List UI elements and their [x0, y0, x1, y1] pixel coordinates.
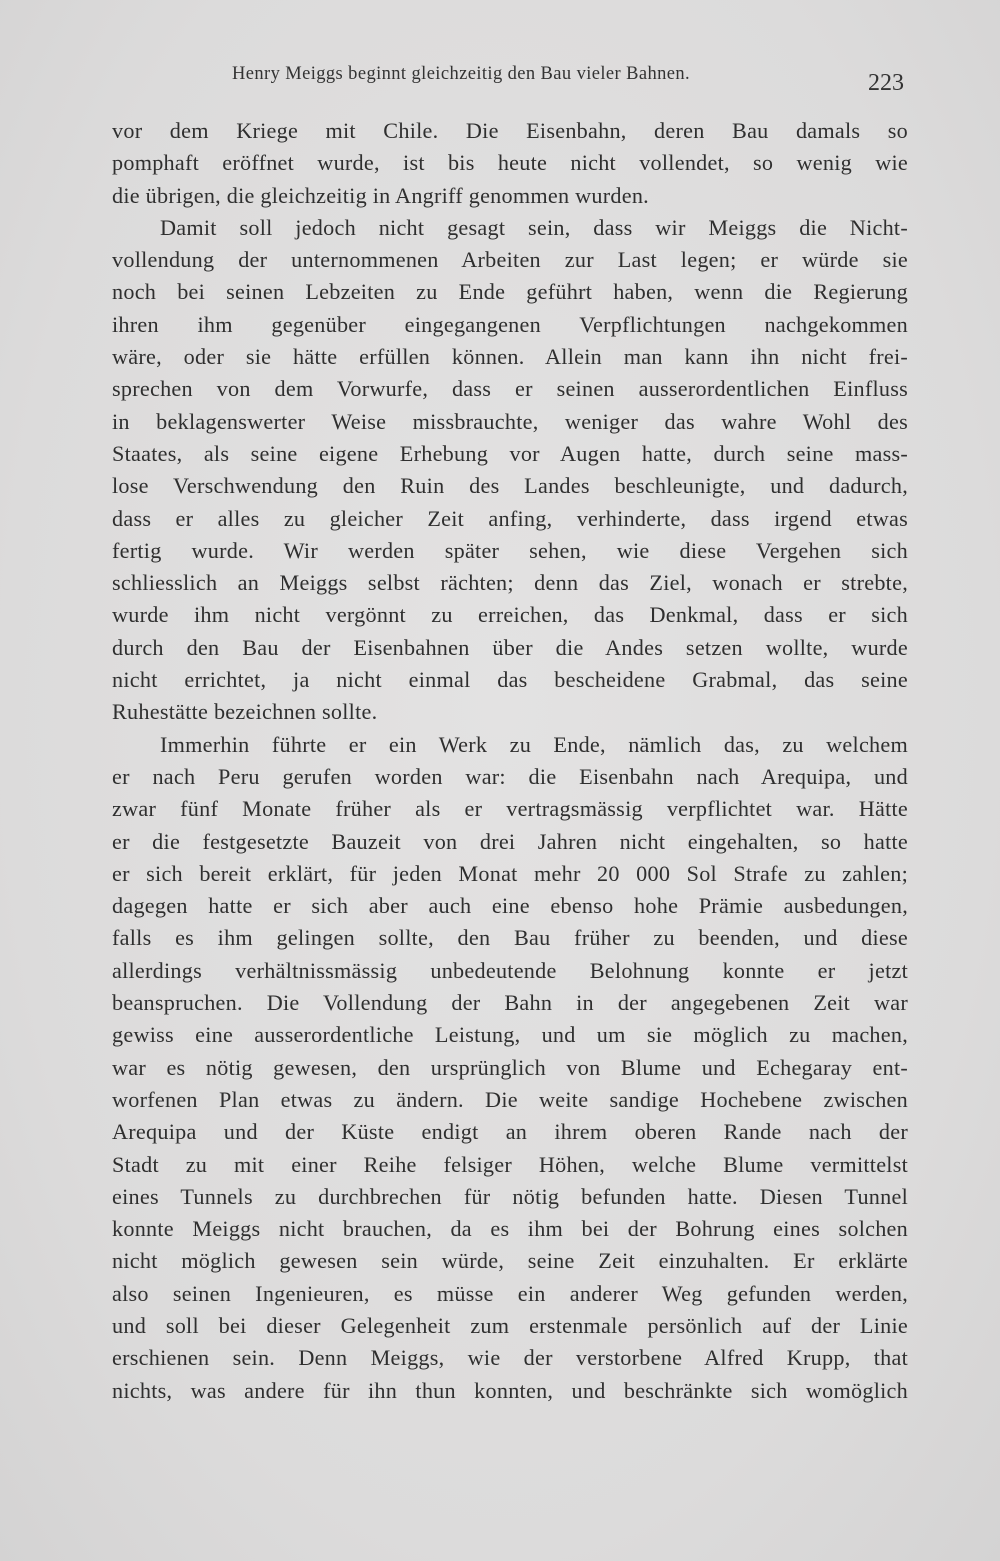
text-line: nicht errichtet, ja nicht einmal das bescheidene Grabmal, das seine: [112, 667, 908, 693]
text-line: schliesslich an Meiggs selbst rächten; denn das Ziel, wonach er strebte,: [112, 570, 908, 596]
text-line: eines Tunnels zu durchbrechen für nötig befunden hatte. Diesen Tunnel: [112, 1183, 908, 1209]
text-line: worfenen Plan etwas zu ändern. Die weite sandige Hochebene zwischen: [112, 1086, 908, 1112]
text-line: allerdings verhältnissmässig unbedeutende Belohnung konnte er jetzt: [112, 957, 908, 983]
text-line: falls es ihm gelingen sollte, den Bau früher zu beenden, und diese: [112, 925, 908, 951]
text-line: ihren ihm gegenüber eingegangenen Verpflichtungen nachgekommen: [112, 311, 908, 337]
text-line: Immerhin führte er ein Werk zu Ende, nämlich das, zu welchem: [160, 731, 908, 757]
text-line: erschienen sein. Denn Meiggs, wie der verstorbene Alfred Krupp, that: [112, 1345, 908, 1371]
text-line: er die festgesetzte Bauzeit von drei Jahren nicht eingehalten, so hatte: [112, 828, 908, 854]
text-line: sprechen von dem Vorwurfe, dass er seinen ausserordentlichen Einfluss: [112, 376, 908, 402]
text-line: er sich bereit erklärt, für jeden Monat mehr 20 000 Sol Strafe zu zahlen;: [112, 860, 908, 886]
text-line: in beklagenswerter Weise missbrauchte, weniger das wahre Wohl des: [112, 408, 908, 434]
text-line: nichts, was andere für ihn thun konnten, und beschränkte sich womöglich: [112, 1377, 908, 1403]
text-line: Damit soll jedoch nicht gesagt sein, dass wir Meiggs die Nicht-: [160, 214, 908, 240]
text-line: Ruhestätte bezeichnen sollte.: [112, 699, 378, 725]
text-line: noch bei seinen Lebzeiten zu Ende geführt haben, wenn die Regierung: [112, 279, 908, 305]
body-text: [112, 115, 908, 1407]
text-line: vollendung der unternommenen Arbeiten zur Last legen; er würde sie: [112, 247, 908, 273]
text-line: er nach Peru gerufen worden war: die Eisenbahn nach Arequipa, und: [112, 763, 908, 789]
page-number: 223: [868, 70, 904, 96]
text-line: zwar fünf Monate früher als er vertragsmässig verpflichtet war. Hätte: [112, 796, 908, 822]
text-line: nicht möglich gewesen sein würde, seine Zeit einzuhalten. Er erklärte: [112, 1248, 908, 1274]
text-line: Staates, als seine eigene Erhebung vor Augen hatte, durch seine mass-: [112, 440, 908, 466]
text-line: dass er alles zu gleicher Zeit anfing, verhinderte, dass irgend etwas: [112, 505, 908, 531]
text-line: durch den Bau der Eisenbahnen über die Andes setzen wollte, wurde: [112, 634, 908, 660]
text-line: dagegen hatte er sich aber auch eine ebenso hohe Prämie ausbedungen,: [112, 893, 908, 919]
text-line: Arequipa und der Küste endigt an ihrem oberen Rande nach der: [112, 1119, 908, 1145]
text-line: und soll bei dieser Gelegenheit zum erstenmale persönlich auf der Linie: [112, 1312, 908, 1338]
text-line: also seinen Ingenieuren, es müsse ein anderer Weg gefunden werden,: [112, 1280, 908, 1306]
text-line: war es nötig gewesen, den ursprünglich von Blume und Echegaray ent-: [112, 1054, 908, 1080]
text-line: die übrigen, die gleichzeitig in Angriff genommen wurden.: [112, 182, 649, 208]
running-head: Henry Meiggs beginnt gleichzeitig den Bau vieler Bahnen.: [232, 64, 691, 84]
text-line: konnte Meiggs nicht brauchen, da es ihm bei der Bohrung eines solchen: [112, 1216, 908, 1242]
text-line: gewiss eine ausserordentliche Leistung, und um sie möglich zu machen,: [112, 1022, 908, 1048]
text-line: fertig wurde. Wir werden später sehen, wie diese Vergehen sich: [112, 537, 908, 563]
text-line: vor dem Kriege mit Chile. Die Eisenbahn, deren Bau damals so: [112, 118, 908, 143]
text-line: beanspruchen. Die Vollendung der Bahn in der angegebenen Zeit war: [112, 990, 908, 1016]
text-line: wurde ihm nicht vergönnt zu erreichen, das Denkmal, dass er sich: [112, 602, 908, 628]
text-line: Stadt zu mit einer Reihe felsiger Höhen, welche Blume vermittelst: [112, 1151, 908, 1177]
text-line: wäre, oder sie hätte erfüllen können. Allein man kann ihn nicht frei-: [112, 344, 908, 370]
text-line: lose Verschwendung den Ruin des Landes beschleunigte, und dadurch,: [112, 473, 908, 499]
text-line: pomphaft eröffnet wurde, ist bis heute nicht vollendet, so wenig wie: [112, 150, 908, 176]
